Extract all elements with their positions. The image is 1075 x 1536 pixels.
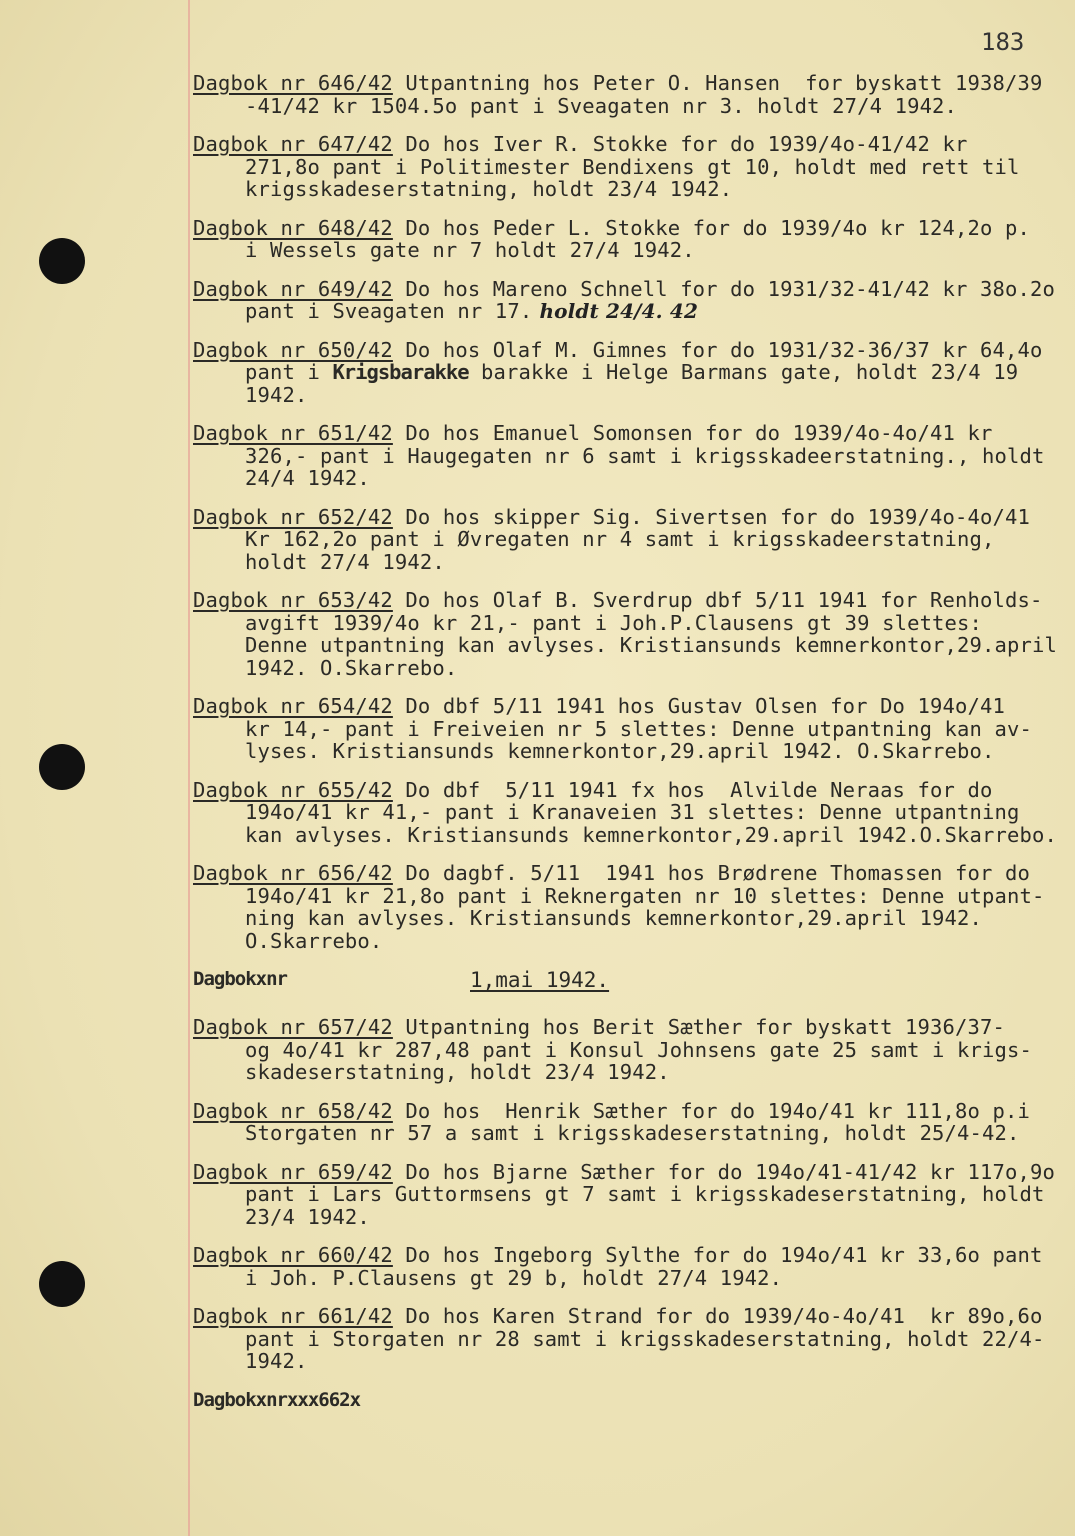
entry-text: Do hos Peder L. Stokke for do 1939/4o kr 124,2o p. (392, 215, 1030, 240)
entries-group-a (193, 72, 1065, 952)
date-heading (193, 968, 1065, 998)
entry-reference: Dagbok nr 658/42 (193, 1098, 393, 1123)
entry-text: Do hos Ingeborg Sylthe for do 194o/41 kr 33,6o pant (392, 1243, 1043, 1267)
handwritten-note: holdt 24/4. 42 (532, 299, 699, 323)
entry-first-line (193, 862, 1065, 885)
entry-reference: Dagbok nr 646/42 (193, 71, 393, 95)
entry-reference: Dagbok nr 652/42 (193, 504, 393, 529)
entry-line: O.Skarrebo. (245, 928, 383, 953)
entry-reference: Dagbok nr 657/42 (193, 1015, 393, 1039)
entry-line: i Wessels gate nr 7 holdt 27/4 1942. (245, 238, 695, 262)
ledger-entry (193, 72, 1065, 117)
entry-first-line (193, 72, 1065, 95)
entry-text: Do hos Olaf M. Gimnes for do 1931/32-36/37 kr 64,4o (392, 337, 1043, 362)
entry-text: Utpantning hos Peter O. Hansen for byskatt 1938/39 (392, 71, 1043, 95)
page-number: 183 (981, 28, 1025, 56)
entry-reference: Dagbok nr 661/42 (193, 1304, 393, 1328)
entry-line: holdt 27/4 1942. (245, 549, 445, 574)
entry-line: Storgaten nr 57 a samt i krigsskadeserstatning, holdt 25/4-42. (245, 1121, 1020, 1145)
entry-line (193, 361, 1065, 384)
journal-entries (193, 72, 1065, 1411)
entry-text: Do hos Emanuel Somonsen for do 1939/4o-4o/41 kr (392, 421, 993, 445)
entry-text: Do hos Mareno Schnell for do 1931/32-41/42 kr 38o.2o (392, 276, 1055, 301)
entry-line: pant i Lars Guttormsens gt 7 samt i krigsskadeserstatning, holdt (245, 1182, 1045, 1206)
entry-line: 194o/41 kr 41,- pant i Kranaveien 31 slettes: Denne utpantning (245, 800, 1020, 824)
entry-text: Do hos skipper Sig. Sivertsen for do 1939/4o-4o/41 (392, 504, 1030, 529)
entry-line: kr 14,- pant i Freiveien nr 5 slettes: Denne utpantning kan av- (245, 716, 1032, 741)
entry-text: Do dbf 5/11 1941 fx hos Alvilde Neraas for do (392, 777, 993, 802)
ledger-entry (193, 695, 1065, 763)
ledger-entry (193, 589, 1065, 679)
entry-reference: Dagbok nr 659/42 (193, 1159, 393, 1184)
footer-struck-text: Dagbokxnrxxx662x (193, 1388, 361, 1411)
entry-text: Do dbf 5/11 1941 hos Gustav Olsen for Do 194o/41 (392, 694, 1005, 718)
entry-line: 326,- pant i Haugegaten nr 6 samt i krigsskadeerstatning., holdt (245, 443, 1045, 468)
entry-line: 24/4 1942. (245, 466, 370, 490)
entry-reference: Dagbok nr 650/42 (193, 337, 393, 362)
entry-first-line (193, 1161, 1065, 1184)
entry-text: Do hos Olaf B. Sverdrup dbf 5/11 1941 for Renholds- (392, 588, 1043, 612)
ledger-entry (193, 217, 1065, 262)
entry-line: 23/4 1942. (245, 1204, 370, 1229)
entry-line: ning kan avlyses. Kristiansunds kemnerkontor,29.april 1942. (245, 906, 983, 930)
entry-reference: Dagbok nr 651/42 (193, 421, 393, 445)
entry-first-line (193, 1244, 1065, 1267)
entry-reference: Dagbok nr 655/42 (193, 777, 393, 802)
entry-text: Do hos Iver R. Stokke for do 1939/4o-41/42 kr (392, 132, 968, 156)
entry-line: 1942. (245, 1349, 308, 1373)
ledger-entry (193, 862, 1065, 952)
ledger-entry (193, 422, 1065, 490)
ledger-entry (193, 133, 1065, 201)
entry-line (193, 300, 1065, 323)
entry-first-line (193, 339, 1065, 362)
entry-line: i Joh. P.Clausens gt 29 b, holdt 27/4 1942. (245, 1265, 783, 1290)
entry-first-line (193, 506, 1065, 529)
struck-out-text: Dagbokxnr (193, 968, 287, 990)
binder-hole-top (39, 238, 85, 284)
ledger-entry (193, 506, 1065, 574)
entry-reference: Dagbok nr 649/42 (193, 276, 393, 301)
entry-text: Utpantning hos Berit Sæther for byskatt 1936/37- (392, 1015, 1005, 1039)
ledger-entry (193, 1161, 1065, 1229)
entry-text: Do dagbf. 5/11 1941 hos Brødrene Thomassen for do (392, 861, 1030, 885)
entry-reference: Dagbok nr 660/42 (193, 1243, 393, 1267)
entry-first-line (193, 278, 1065, 301)
entry-first-line (193, 589, 1065, 612)
entry-line: 194o/41 kr 21,8o pant i Reknergaten nr 10 slettes: Denne utpant- (245, 883, 1045, 908)
ledger-entry (193, 339, 1065, 407)
entry-first-line (193, 1305, 1065, 1328)
entry-first-line (193, 779, 1065, 802)
ledger-entry (193, 1244, 1065, 1289)
entry-reference: Dagbok nr 648/42 (193, 215, 393, 240)
entry-reference: Dagbok nr 656/42 (193, 861, 393, 885)
entry-line: og 4o/41 kr 287,48 pant i Konsul Johnsens gate 25 samt i krigs- (245, 1037, 1032, 1062)
entry-reference: Dagbok nr 654/42 (193, 694, 393, 718)
binder-hole-bottom (39, 1261, 85, 1307)
entry-line: 1942. (245, 382, 308, 407)
entry-line: krigsskadeserstatning, holdt 23/4 1942. (245, 177, 733, 201)
ledger-entry (193, 278, 1065, 323)
entry-text: barakke i Helge Barmans gate, holdt 23/4 19 (468, 360, 1019, 384)
entry-reference: Dagbok nr 653/42 (193, 588, 393, 612)
entry-first-line (193, 133, 1065, 156)
struck-out-text: Krigsbarakke (332, 360, 469, 384)
binder-hole-middle (39, 744, 85, 790)
entry-text: pant i Sveagaten nr 17. (245, 299, 533, 323)
entry-first-line (193, 422, 1065, 445)
entry-text: Do hos Henrik Sæther for do 194o/41 kr 111,8o p.i (392, 1098, 1030, 1123)
entry-line: Kr 162,2o pant i Øvregaten nr 4 samt i krigsskadeerstatning, (245, 527, 995, 551)
entry-text: pant i (245, 360, 333, 384)
entry-line: Denne utpantning kan avlyses. Kristiansunds kemnerkontor,29.april (245, 633, 1057, 657)
entry-line: skadeserstatning, holdt 23/4 1942. (245, 1060, 670, 1084)
entry-first-line (193, 695, 1065, 718)
entry-line: lyses. Kristiansunds kemnerkontor,29.april 1942. O.Skarrebo. (245, 739, 995, 763)
entry-line: -41/42 kr 1504.5o pant i Sveagaten nr 3. holdt 27/4 1942. (245, 93, 958, 118)
ledger-entry (193, 1305, 1065, 1373)
entry-line: avgift 1939/4o kr 21,- pant i Joh.P.Clausens gt 39 slettes: (245, 610, 983, 635)
entry-line: 1942. O.Skarrebo. (245, 655, 458, 680)
margin-rule (188, 0, 190, 1536)
entry-first-line (193, 1016, 1065, 1039)
entry-first-line (193, 1100, 1065, 1123)
ledger-entry (193, 1100, 1065, 1145)
entry-line: 271,8o pant i Politimester Bendixens gt 10, holdt med rett til (245, 154, 1020, 179)
entry-text: Do hos Bjarne Sæther for do 194o/41-41/42 kr 117o,9o (392, 1159, 1055, 1184)
ledger-entry (193, 1016, 1065, 1084)
entry-first-line (193, 217, 1065, 240)
entry-reference: Dagbok nr 647/42 (193, 132, 393, 156)
entry-line: kan avlyses. Kristiansunds kemnerkontor,29.april 1942.O.Skarrebo. (245, 822, 1057, 847)
entry-line: pant i Storgaten nr 28 samt i krigsskadeserstatning, holdt 22/4- (245, 1326, 1045, 1351)
entries-group-b (193, 1016, 1065, 1373)
section-date: 1,mai 1942. (470, 968, 610, 992)
ledger-entry (193, 779, 1065, 847)
entry-text: Do hos Karen Strand for do 1939/4o-4o/41 kr 89o,6o (392, 1304, 1043, 1328)
